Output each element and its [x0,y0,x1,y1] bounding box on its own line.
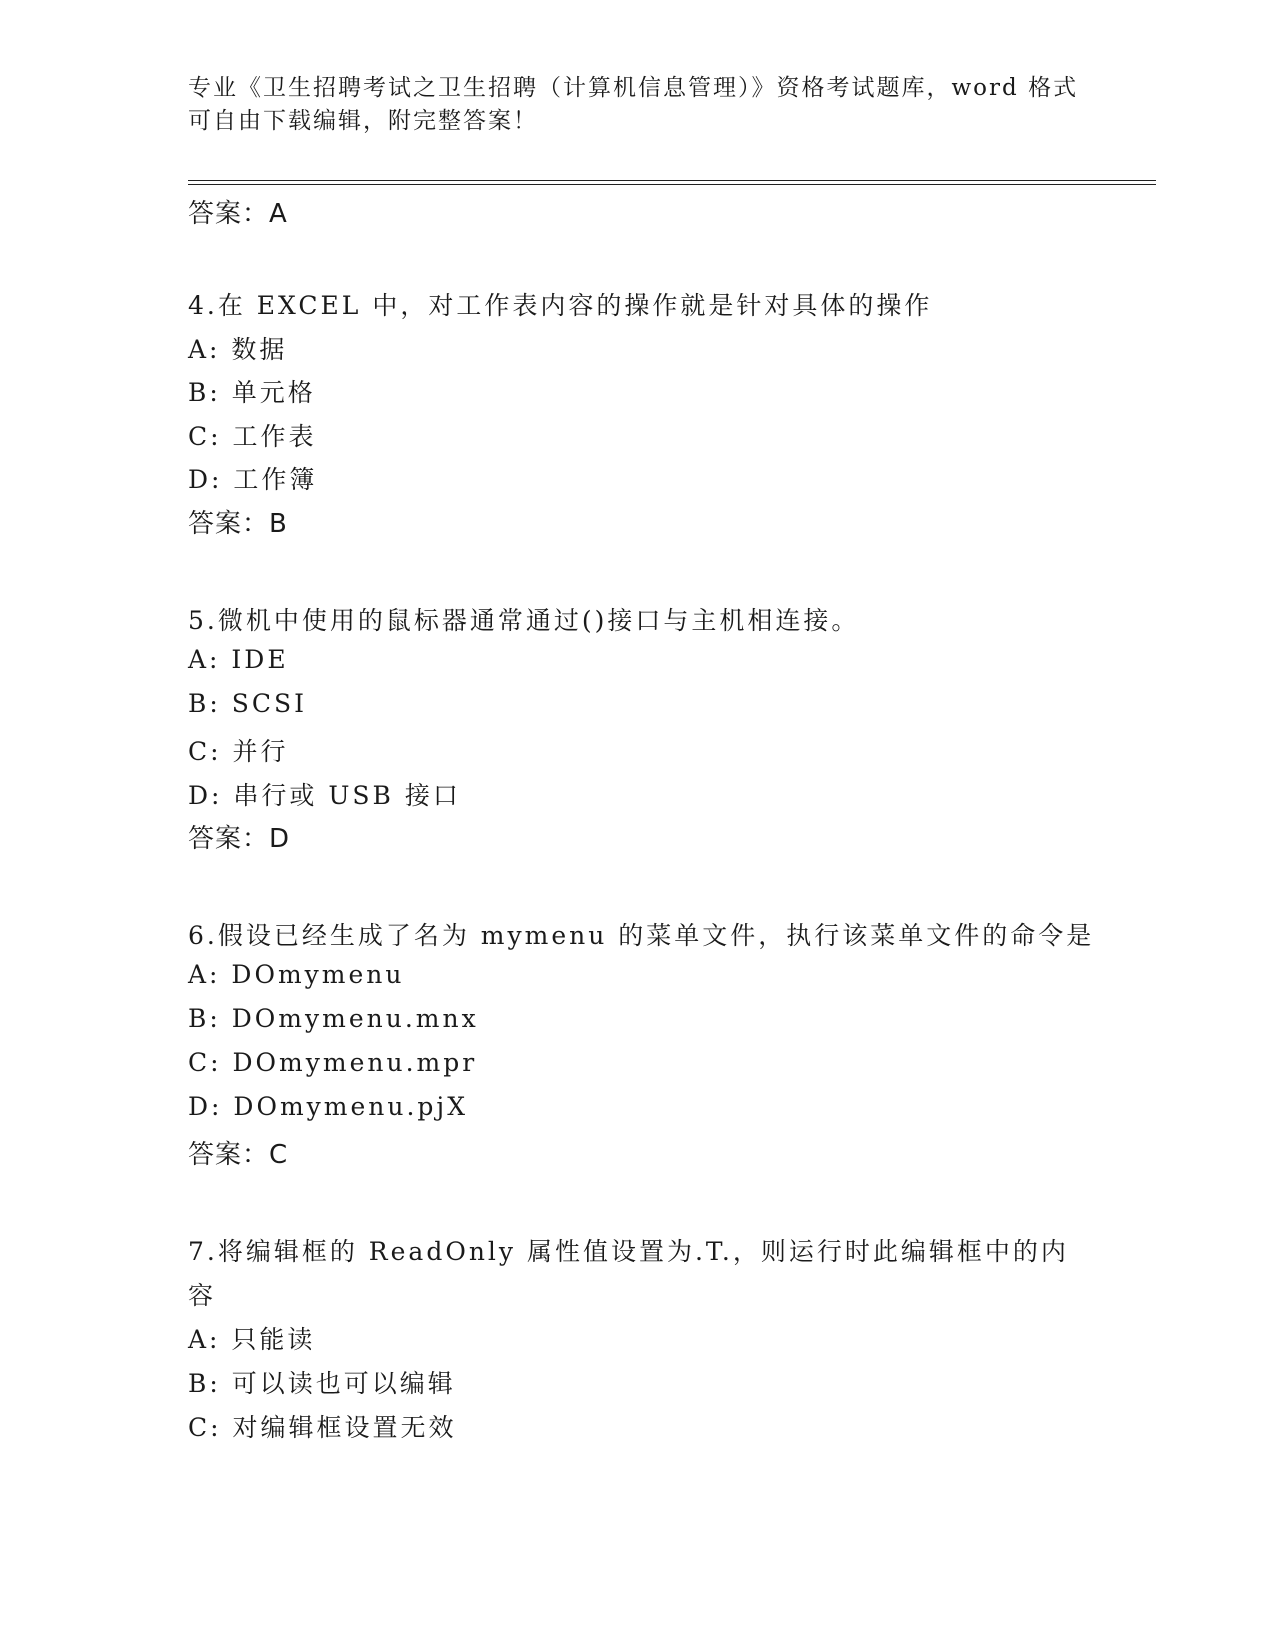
question-7-option-c: C: 对编辑框设置无效 [188,1413,457,1442]
question-6-stem: 6.假设已经生成了名为 mymenu 的菜单文件，执行该菜单文件的命令是 [188,921,1095,950]
question-6-option-c: C: DOmymenu.mpr [188,1048,478,1077]
header-rule-top [188,180,1156,181]
question-4-option-d: D: 工作簿 [188,465,318,494]
header-line-2: 可自由下载编辑，附完整答案！ [188,108,538,134]
question-7-option-a: A: 只能读 [188,1325,316,1354]
question-4-stem: 4.在 EXCEL 中，对工作表内容的操作就是针对具体的操作 [188,291,933,320]
question-5-option-a: A: IDE [188,645,289,674]
question-4-option-a: A: 数据 [188,335,288,364]
question-6-answer: 答案：C [188,1140,289,1170]
question-7-stem-continued: 容 [188,1281,217,1310]
question-6-option-a: A: DOmymenu [188,960,405,989]
question-5-option-d: D: 串行或 USB 接口 [188,781,461,810]
question-4-option-c: C: 工作表 [188,422,317,451]
question-4-answer: 答案：B [188,509,288,539]
question-4-option-b: B: 单元格 [188,378,316,407]
question-7-option-b: B: 可以读也可以编辑 [188,1369,456,1398]
question-5-option-b: B: SCSI [188,689,307,718]
header-line-1: 专业《卫生招聘考试之卫生招聘（计算机信息管理）》资格考试题库，word 格式 [188,75,1079,101]
question-5-answer: 答案：D [188,824,291,854]
header-rule-bottom [188,184,1156,185]
question-5-option-c: C: 并行 [188,737,289,766]
question-6-option-b: B: DOmymenu.mnx [188,1004,479,1033]
answer-prev: 答案：A [188,199,288,229]
question-6-option-d: D: DOmymenu.pjX [188,1092,468,1121]
question-7-stem: 7.将编辑框的 ReadOnly 属性值设置为.T.，则运行时此编辑框中的内 [188,1237,1069,1266]
question-5-stem: 5.微机中使用的鼠标器通常通过()接口与主机相连接。 [188,606,860,635]
